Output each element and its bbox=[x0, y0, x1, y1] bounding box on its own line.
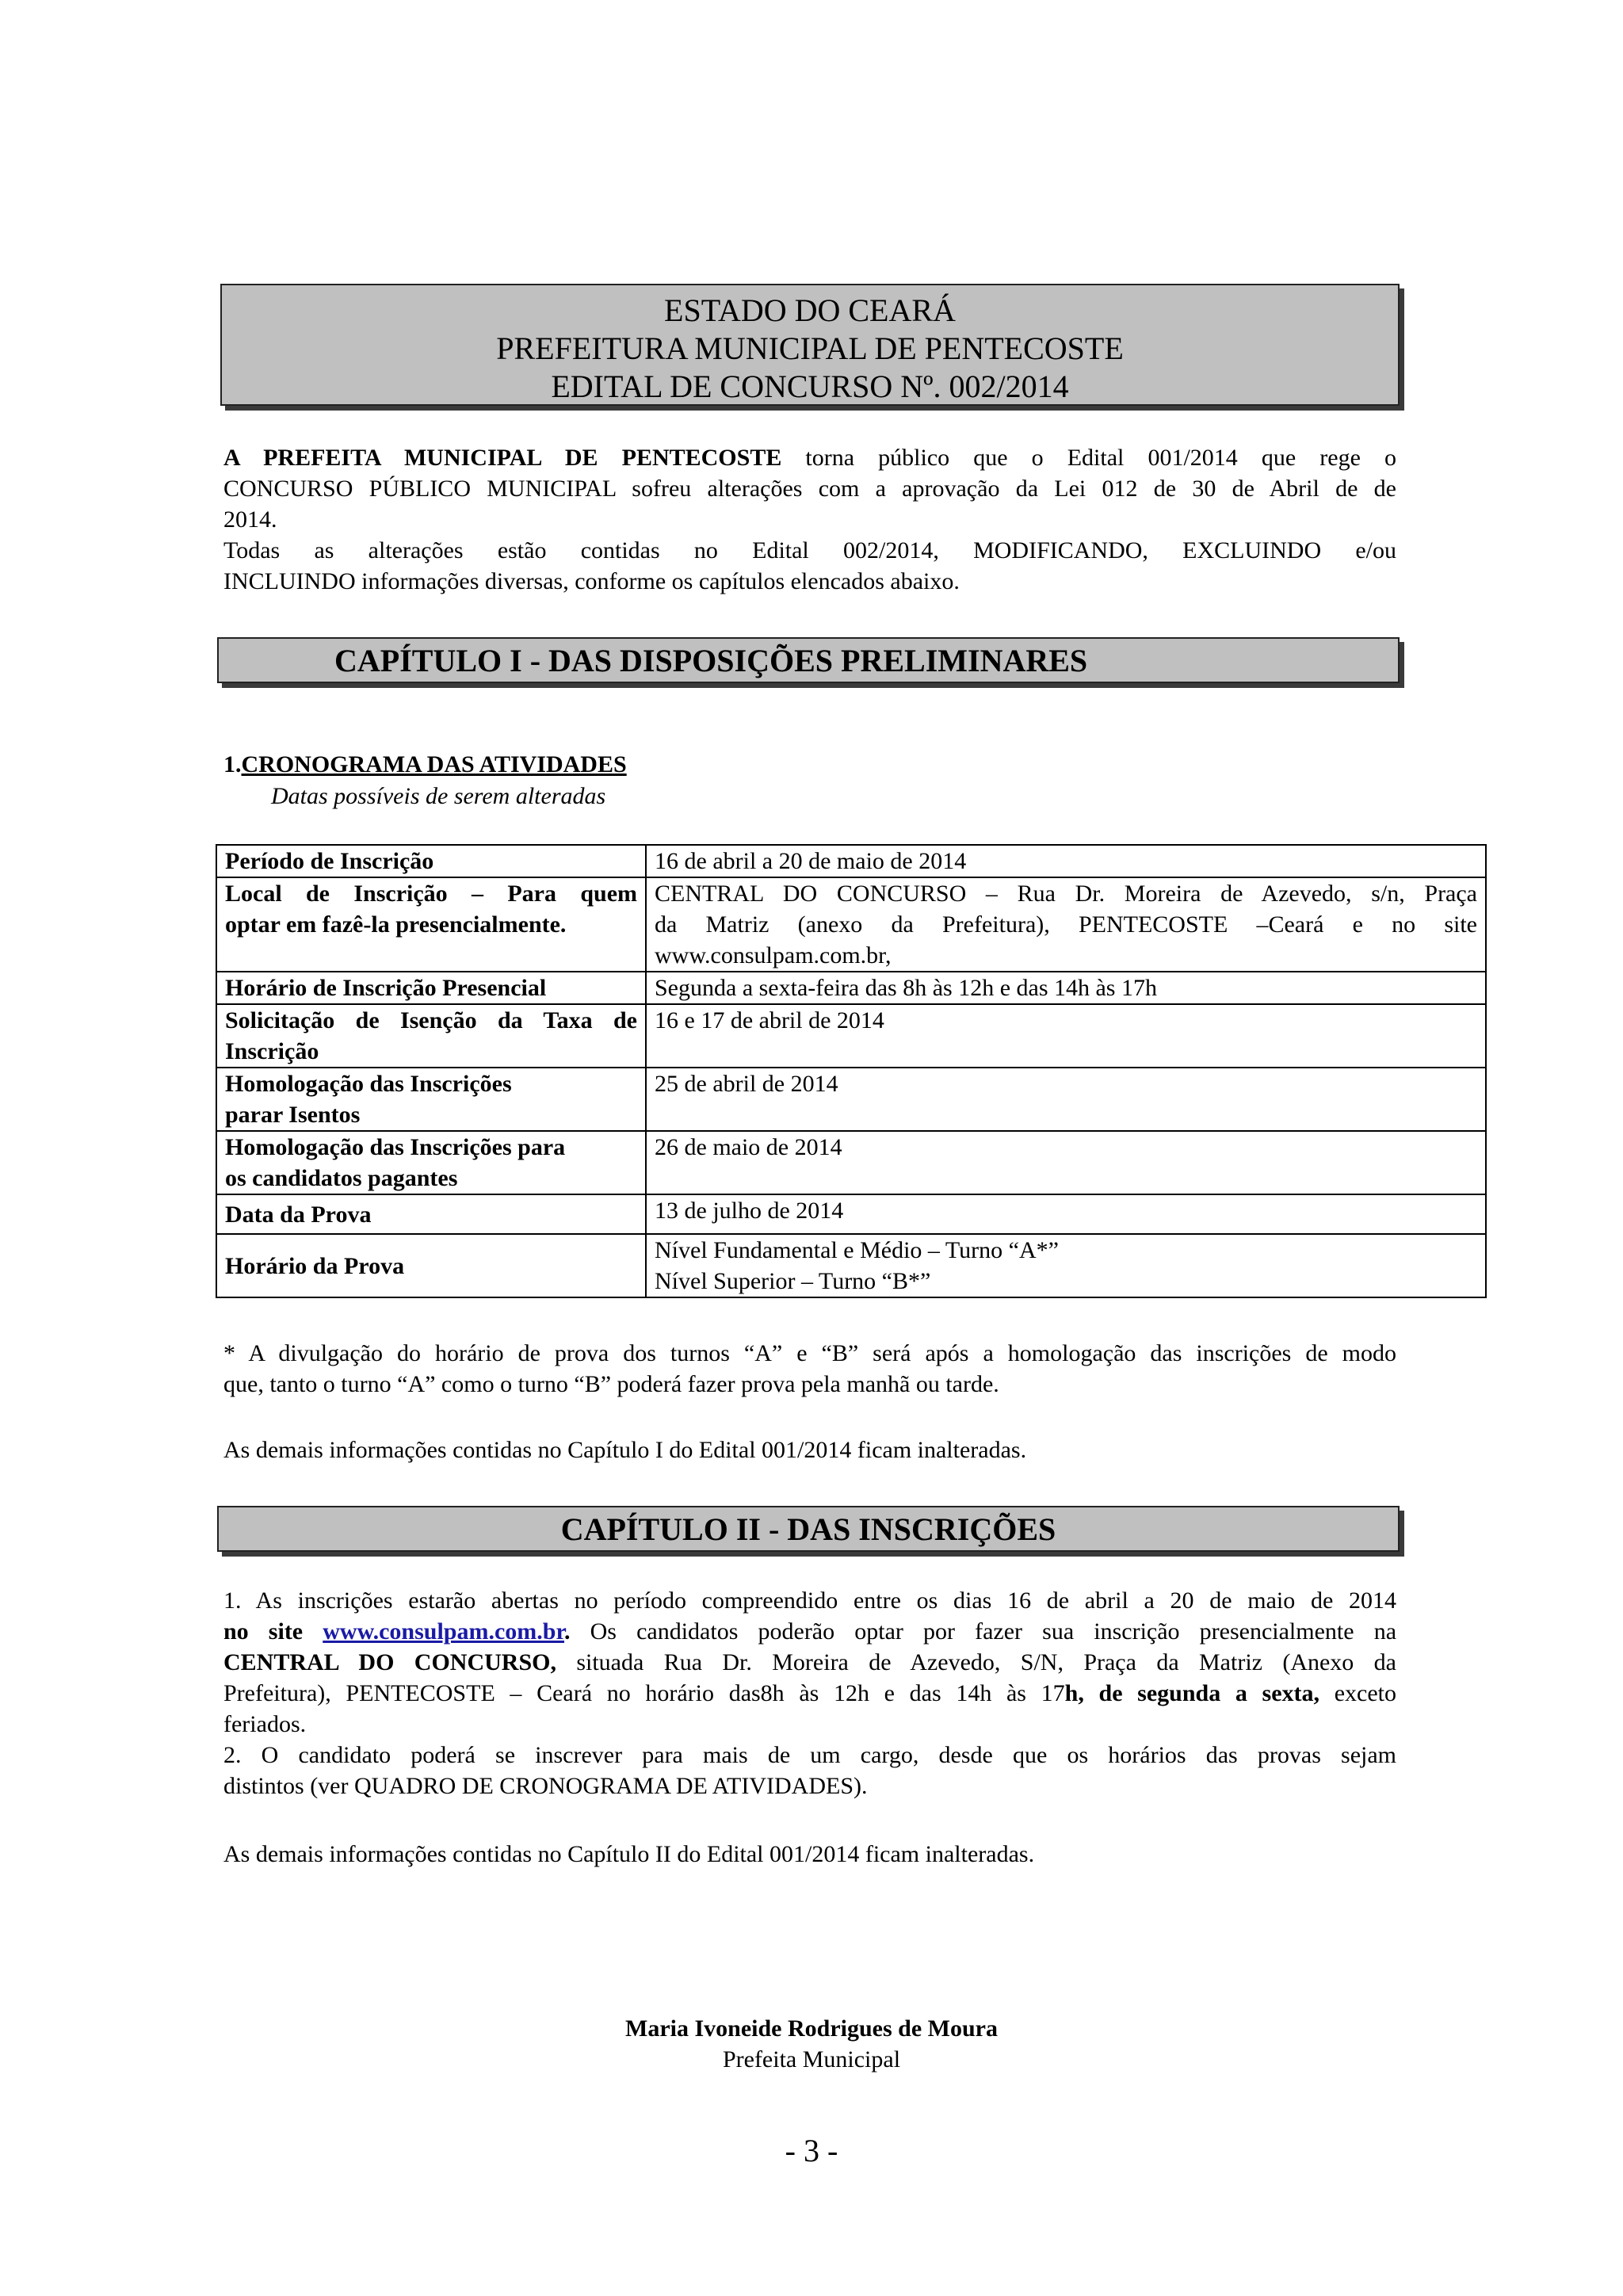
row-label bbox=[216, 1004, 646, 1068]
intro-line4: Todas as alterações estão contidas no Edital 002/2014, MODIFICANDO, EXCLUINDO e/ou bbox=[223, 537, 1396, 563]
row-value-line: da Matriz (anexo da Prefeitura), PENTECOSTE –Ceará e no site bbox=[655, 911, 1477, 938]
ch2-line3-rest: situada Rua Dr. Moreira de Azevedo, S/N, Praça da Matriz (Anexo da bbox=[556, 1649, 1396, 1675]
section-title: CRONOGRAMA DAS ATIVIDADES bbox=[241, 751, 627, 777]
ch2-line4-a: Prefeitura), PENTECOSTE – Ceará no horário das8h às 12h e das 14h às 17 bbox=[223, 1680, 1065, 1706]
row-label-line: os candidatos pagantes bbox=[225, 1165, 458, 1191]
row-value bbox=[646, 1234, 1486, 1297]
row-value bbox=[646, 877, 1486, 972]
row-value: 26 de maio de 2014 bbox=[646, 1131, 1486, 1194]
intro-paragraph bbox=[223, 442, 1396, 597]
table-row bbox=[216, 1234, 1486, 1297]
site-link-text: www.consulpam.com.br, bbox=[655, 942, 892, 968]
row-value: Segunda a sexta-feira das 8h às 12h e das 14h às 17h bbox=[646, 972, 1486, 1004]
row-label bbox=[216, 1068, 646, 1131]
signature-role: Prefeita Municipal bbox=[722, 2046, 901, 2073]
row-value: 16 de abril a 20 de maio de 2014 bbox=[646, 845, 1486, 877]
ch2-line2-rest: Os candidatos poderão optar por fazer sua inscrição presencialmente na bbox=[570, 1618, 1397, 1645]
table-row bbox=[216, 1068, 1486, 1131]
ch2-line2-dot: . bbox=[564, 1618, 571, 1645]
intro-line2: CONCURSO PÚBLICO MUNICIPAL sofreu alterações com a aprovação da Lei 012 de 30 de Abril de de bbox=[223, 476, 1396, 502]
ch2-line1: 1. As inscrições estarão abertas no período compreendido entre os dias 16 de abril a 20 de maio de 2014 bbox=[223, 1587, 1396, 1614]
section-subtitle: Datas possíveis de serem alteradas bbox=[271, 783, 606, 809]
table-row bbox=[216, 972, 1486, 1004]
row-label bbox=[216, 1131, 646, 1194]
chapter1-closing-text: As demais informações contidas no Capítulo I do Edital 001/2014 ficam inalteradas. bbox=[223, 1437, 1027, 1463]
header-prefecture: PREFEITURA MUNICIPAL DE PENTECOSTE bbox=[496, 330, 1124, 366]
ch2-p2-line1: 2. O candidato poderá se inscrever para mais de um cargo, desde que os horários das provas sejam bbox=[223, 1742, 1396, 1768]
ch2-line4-c: exceto bbox=[1319, 1680, 1396, 1706]
intro-line3: 2014. bbox=[223, 506, 277, 533]
signature-name: Maria Ivoneide Rodrigues de Moura bbox=[625, 2015, 998, 2042]
ch2-line2-bold: no site bbox=[223, 1618, 323, 1645]
ch2-line3-bold: CENTRAL DO CONCURSO, bbox=[223, 1649, 556, 1675]
table-row bbox=[216, 877, 1486, 972]
row-value: 16 e 17 de abril de 2014 bbox=[646, 1004, 1486, 1068]
section-heading bbox=[223, 751, 627, 778]
chapter1-closing bbox=[223, 1435, 1396, 1465]
chapter1-title: CAPÍTULO I - DAS DISPOSIÇÕES PRELIMINARES bbox=[334, 643, 1088, 678]
section-number: 1. bbox=[223, 751, 242, 777]
ch2-line4-b: h, de segunda a sexta, bbox=[1064, 1680, 1320, 1706]
ch2-p2-line2: distintos (ver QUADRO DE CRONOGRAMA DE ATIVIDADES). bbox=[223, 1773, 868, 1799]
intro-line1: torna público que o Edital 001/2014 que rege o bbox=[781, 445, 1396, 471]
row-label bbox=[216, 877, 646, 972]
note-line1: * A divulgação do horário de prova dos turnos “A” e “B” será após a homologação das inscrições de modo bbox=[223, 1340, 1396, 1366]
chapter2-closing-text: As demais informações contidas no Capítulo II do Edital 001/2014 ficam inalteradas. bbox=[223, 1841, 1035, 1867]
row-value-line: Nível Superior – Turno “B*” bbox=[655, 1268, 931, 1294]
row-label: Data da Prova bbox=[216, 1194, 646, 1234]
row-label-line: optar em fazê-la presencialmente. bbox=[225, 911, 567, 938]
row-label-line: Local de Inscrição – Para quem bbox=[225, 881, 637, 907]
row-value: 13 de julho de 2014 bbox=[646, 1194, 1486, 1234]
table-row bbox=[216, 1194, 1486, 1234]
row-value: 25 de abril de 2014 bbox=[646, 1068, 1486, 1131]
row-label: Período de Inscrição bbox=[216, 845, 646, 877]
ch2-line5: feriados. bbox=[223, 1711, 307, 1737]
intro-line5: INCLUINDO informações diversas, conforme os capítulos elencados abaixo. bbox=[223, 568, 960, 594]
schedule-table bbox=[216, 844, 1487, 1298]
table-row bbox=[216, 1004, 1486, 1068]
table-row bbox=[216, 845, 1486, 877]
consulpam-link[interactable]: www.consulpam.com.br bbox=[323, 1618, 565, 1645]
row-value-line: CENTRAL DO CONCURSO – Rua Dr. Moreira de Azevedo, s/n, Praça bbox=[655, 881, 1477, 907]
chapter2-heading-box bbox=[217, 1506, 1400, 1552]
row-label-line: parar Isentos bbox=[225, 1102, 361, 1128]
header-edital: EDITAL DE CONCURSO Nº. 002/2014 bbox=[551, 369, 1069, 404]
document-header-box bbox=[220, 284, 1400, 406]
chapter1-heading-box bbox=[217, 637, 1400, 683]
table-row bbox=[216, 1131, 1486, 1194]
row-label-line: Homologação das Inscrições para bbox=[225, 1134, 566, 1160]
row-label-line: Homologação das Inscrições bbox=[225, 1071, 512, 1097]
chapter2-paragraph bbox=[223, 1585, 1396, 1801]
row-label-line: Inscrição bbox=[225, 1038, 319, 1064]
header-state: ESTADO DO CEARÁ bbox=[664, 292, 956, 328]
chapter2-title: CAPÍTULO II - DAS INSCRIÇÕES bbox=[560, 1511, 1056, 1547]
row-value-line: Nível Fundamental e Médio – Turno “A*” bbox=[655, 1237, 1059, 1263]
row-label-line: Solicitação de Isenção da Taxa de bbox=[225, 1007, 637, 1033]
schedule-note bbox=[223, 1338, 1396, 1400]
row-label: Horário de Inscrição Presencial bbox=[216, 972, 646, 1004]
page-number: - 3 - bbox=[785, 2133, 838, 2168]
intro-lead: A PREFEITA MUNICIPAL DE PENTECOSTE bbox=[223, 445, 782, 471]
chapter2-closing bbox=[223, 1839, 1396, 1870]
note-line2: que, tanto o turno “A” como o turno “B” poderá fazer prova pela manhã ou tarde. bbox=[223, 1371, 999, 1397]
row-label: Horário da Prova bbox=[216, 1234, 646, 1297]
